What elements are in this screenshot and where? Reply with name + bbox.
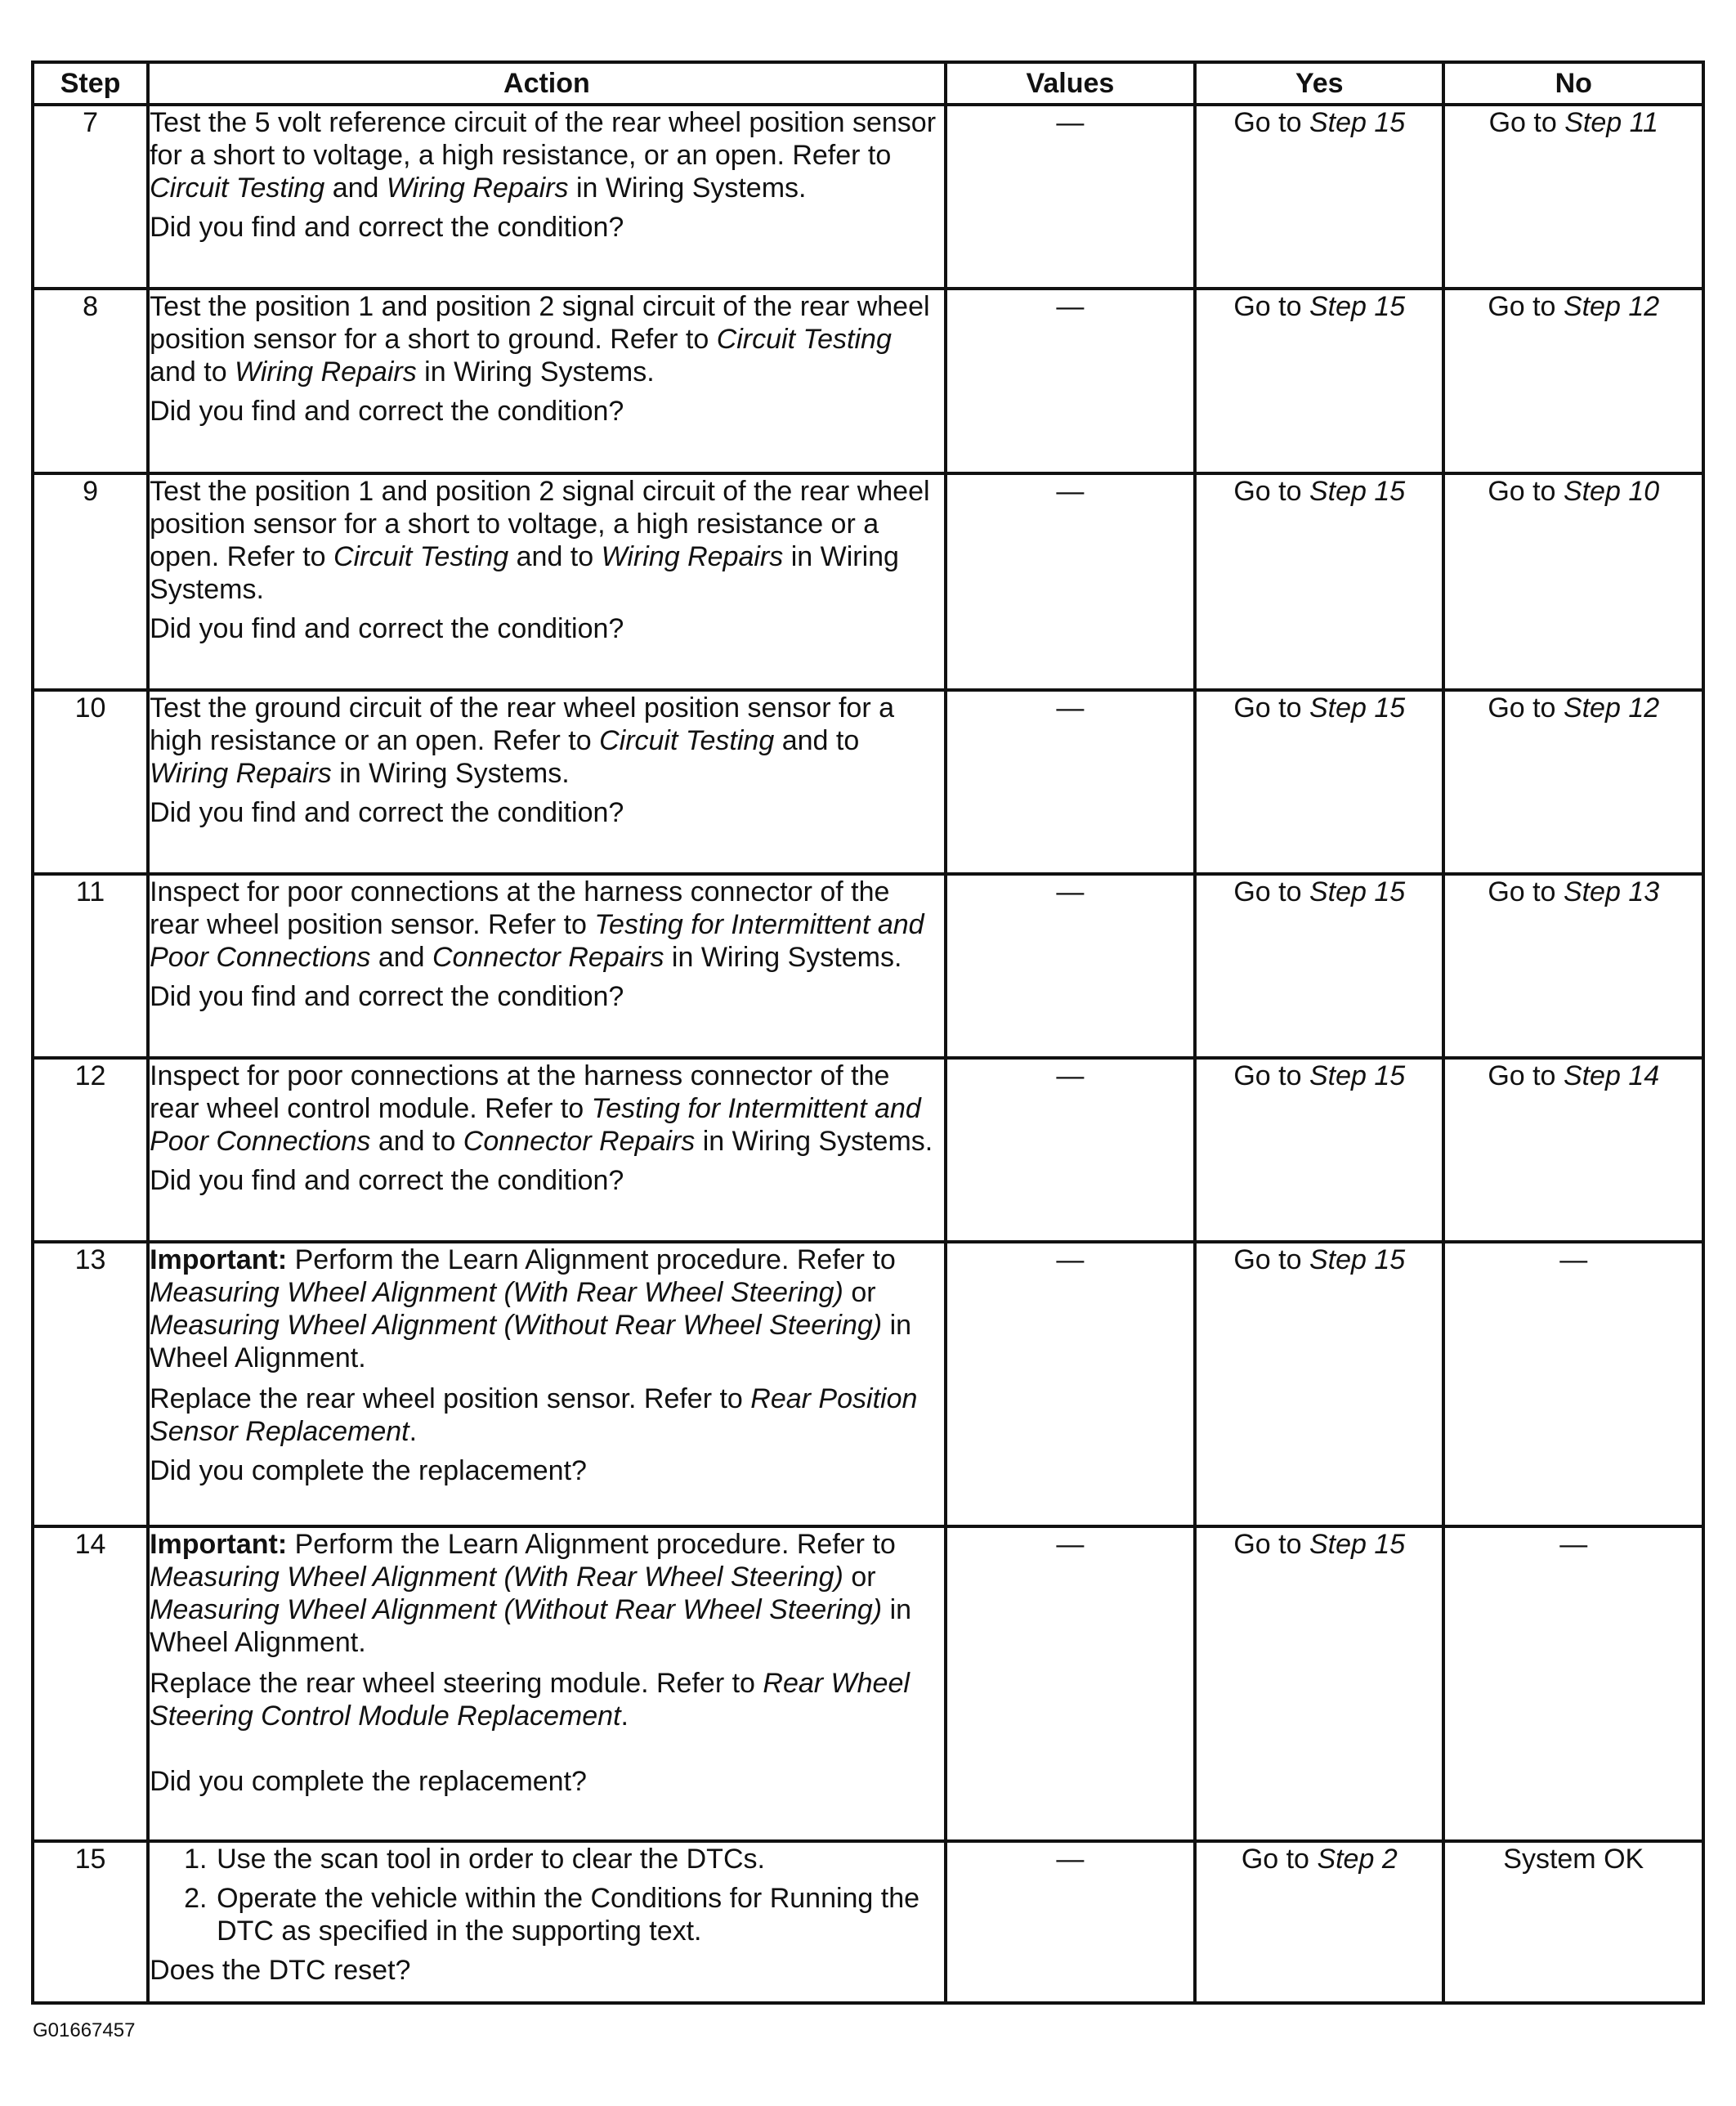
- list-item: 1. Use the scan tool in order to clear the DTCs.: [184, 1844, 765, 1875]
- action-text: Test the 5 volt reference circuit of the rear wheel position sensor for a short to voltage, a high resistance, or an open. Refer to Circuit Testing and Wiring Repairs in Wiring Systems.: [150, 107, 937, 204]
- action-text: Inspect for poor connections at the harness connector of the rear wheel control module. Refer to Testing for Intermittent and Poor Connections and to Connector Repairs in Wiring Systems.: [150, 1060, 933, 1157]
- action-text: Test the position 1 and position 2 signal circuit of the rear wheel position sensor for a short to ground. Refer to Circuit Testing and to Wiring Repairs in Wiring Systems.: [150, 291, 930, 388]
- step-number: 15: [33, 1841, 148, 2003]
- step-number: 10: [33, 690, 148, 874]
- values-cell: —: [946, 473, 1195, 690]
- no-cell: System OK: [1443, 1841, 1703, 2003]
- action-cell: [148, 473, 946, 690]
- header-step: Step: [33, 62, 148, 105]
- action-cell: [148, 289, 946, 473]
- no-cell: Go to Step 10: [1443, 473, 1703, 690]
- table-row: [33, 289, 1703, 473]
- yes-cell: Go to Step 15: [1195, 1526, 1443, 1841]
- step-number: 11: [33, 874, 148, 1058]
- table-row: [33, 1058, 1703, 1242]
- action-cell: [148, 105, 946, 289]
- table-row: [33, 1841, 1703, 2003]
- table-row: [33, 473, 1703, 690]
- table-row: [33, 1242, 1703, 1526]
- action-cell: [148, 690, 946, 874]
- table-row: [33, 874, 1703, 1058]
- action-cell: [148, 1242, 946, 1526]
- values-cell: —: [946, 1058, 1195, 1242]
- figure-id: G01667457: [33, 2019, 136, 2041]
- action-question: Did you find and correct the condition?: [150, 613, 624, 644]
- yes-cell: Go to Step 15: [1195, 690, 1443, 874]
- action-text: Test the position 1 and position 2 signal circuit of the rear wheel position sensor for a short to voltage, a high resistance or a open. Refer to Circuit Testing and to Wiring Repairs in Wiring Systems.: [150, 476, 930, 605]
- action-question: Does the DTC reset?: [150, 1955, 411, 1986]
- action-text: Replace the rear wheel steering module. Refer to Rear Wheel Steering Control Module Replacement.: [150, 1668, 910, 1732]
- header-values: Values: [946, 62, 1195, 105]
- action-text: Replace the rear wheel position sensor. Refer to Rear Position Sensor Replacement.: [150, 1383, 918, 1447]
- yes-cell: Go to Step 15: [1195, 105, 1443, 289]
- step-number: 7: [33, 105, 148, 289]
- action-question: Did you find and correct the condition?: [150, 212, 624, 243]
- table-row: [33, 1526, 1703, 1841]
- step-number: 13: [33, 1242, 148, 1526]
- no-cell: —: [1443, 1242, 1703, 1526]
- values-cell: —: [946, 1841, 1195, 2003]
- values-cell: —: [946, 690, 1195, 874]
- yes-cell: Go to Step 15: [1195, 1242, 1443, 1526]
- action-question: Did you find and correct the condition?: [150, 396, 624, 427]
- values-cell: —: [946, 105, 1195, 289]
- action-question: Did you find and correct the condition?: [150, 981, 624, 1012]
- no-cell: Go to Step 11: [1443, 105, 1703, 289]
- important-note: Important: Perform the Learn Alignment procedure. Refer to Measuring Wheel Alignment (With Rear Wheel Steering) or Measuring Wheel Alignment (Without Rear Wheel Steering) in Wheel Alignment.: [150, 1529, 912, 1658]
- action-cell: [148, 874, 946, 1058]
- important-note: Important: Perform the Learn Alignment procedure. Refer to Measuring Wheel Alignment (With Rear Wheel Steering) or Measuring Wheel Alignment (Without Rear Wheel Steering) in Wheel Alignment.: [150, 1244, 912, 1373]
- header-yes: Yes: [1195, 62, 1443, 105]
- action-question: Did you complete the replacement?: [150, 1766, 587, 1797]
- action-cell: [148, 1841, 946, 2003]
- values-cell: —: [946, 874, 1195, 1058]
- step-number: 12: [33, 1058, 148, 1242]
- values-cell: —: [946, 1526, 1195, 1841]
- no-cell: Go to Step 12: [1443, 289, 1703, 473]
- yes-cell: Go to Step 15: [1195, 1058, 1443, 1242]
- table-row: [33, 105, 1703, 289]
- header-row: [33, 62, 1703, 105]
- step-number: 14: [33, 1526, 148, 1841]
- action-cell: [148, 1058, 946, 1242]
- no-cell: Go to Step 13: [1443, 874, 1703, 1058]
- no-cell: Go to Step 14: [1443, 1058, 1703, 1242]
- action-text: Inspect for poor connections at the harness connector of the rear wheel position sensor. Refer to Testing for Intermittent and Poor Connections and Connector Repairs in Wiring Systems.: [150, 876, 924, 973]
- action-text: Test the ground circuit of the rear wheel position sensor for a high resistance or an open. Refer to Circuit Testing and to Wiring Repairs in Wiring Systems.: [150, 692, 895, 789]
- header-no: No: [1443, 62, 1703, 105]
- header-action: Action: [148, 62, 946, 105]
- values-cell: —: [946, 1242, 1195, 1526]
- action-question: Did you find and correct the condition?: [150, 1165, 624, 1196]
- no-cell: Go to Step 12: [1443, 690, 1703, 874]
- values-cell: —: [946, 289, 1195, 473]
- action-cell: [148, 1526, 946, 1841]
- step-number: 8: [33, 289, 148, 473]
- numbered-list: [150, 1843, 944, 1947]
- no-cell: —: [1443, 1526, 1703, 1841]
- yes-cell: Go to Step 15: [1195, 473, 1443, 690]
- list-item: 2. Operate the vehicle within the Conditions for Running the DTC as specified in the supporting text.: [184, 1883, 920, 1947]
- diagnostic-table: [31, 60, 1705, 2005]
- action-question: Did you find and correct the condition?: [150, 797, 624, 828]
- step-number: 9: [33, 473, 148, 690]
- yes-cell: Go to Step 15: [1195, 289, 1443, 473]
- yes-cell: Go to Step 2: [1195, 1841, 1443, 2003]
- yes-cell: Go to Step 15: [1195, 874, 1443, 1058]
- action-question: Did you complete the replacement?: [150, 1455, 587, 1486]
- table-row: [33, 690, 1703, 874]
